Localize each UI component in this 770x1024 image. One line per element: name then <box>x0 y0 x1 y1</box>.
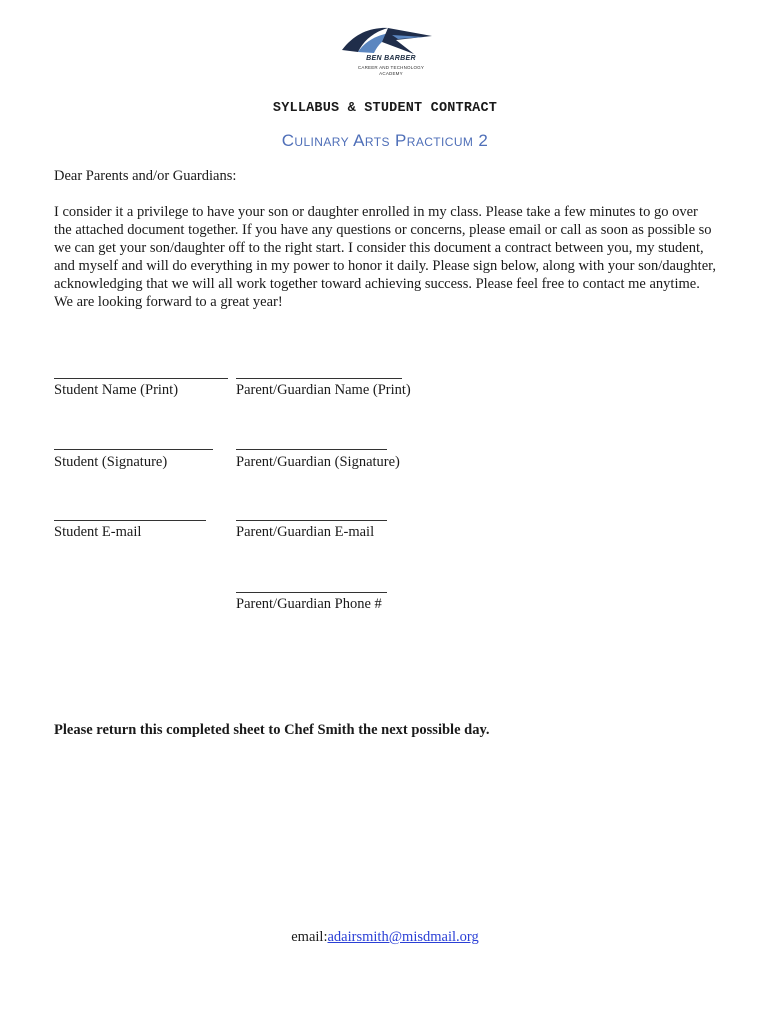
parent-signature-line[interactable] <box>236 449 387 450</box>
student-email-label: Student E-mail <box>54 524 142 540</box>
return-instruction: Please return this completed sheet to Chef Smith the next possible day. <box>54 722 490 738</box>
footer-email-link[interactable]: adairsmith@misdmail.org <box>327 929 479 945</box>
student-name-label: Student Name (Print) <box>54 382 179 398</box>
student-email-line[interactable] <box>54 520 206 521</box>
document-title: SYLLABUS & STUDENT CONTRACT <box>272 101 498 116</box>
logo-subtitle-line1: CAREER AND TECHNOLOGY <box>357 65 425 70</box>
parent-email-label: Parent/Guardian E-mail <box>236 524 375 540</box>
parent-signature-label: Parent/Guardian (Signature) <box>236 454 400 470</box>
parent-name-label: Parent/Guardian Name (Print) <box>236 382 411 398</box>
ben-barber-logo <box>336 24 436 80</box>
parent-name-line[interactable] <box>236 378 402 379</box>
student-signature-line[interactable] <box>54 449 213 450</box>
parent-phone-line[interactable] <box>236 592 387 593</box>
letter-body: I consider it a privilege to have your son or daughter enrolled in my class. Please take a few minutes to go over the attached document together. If you have any questions or concerns, please email or call as soon as possible so we can get your son/daughter off to the right start. I consider this document a contract between you, my student, and myself and will do everything in my power to honor it daily. Please sign below, along with your son/daughter, acknowledging that we will all work together toward achieving success. Please feel free to contact me anytime. We are looking forward to a great year! <box>54 204 717 310</box>
logo-subtitle-line2: ACADEMY <box>379 71 403 76</box>
footer-email-label: email: <box>291 929 328 945</box>
course-title: Culinary Arts Practicum 2 <box>281 131 489 150</box>
student-signature-label: Student (Signature) <box>54 454 168 470</box>
letter-greeting: Dear Parents and/or Guardians: <box>54 168 237 184</box>
parent-phone-label: Parent/Guardian Phone # <box>236 596 382 612</box>
logo-name: BEN BARBER <box>366 55 416 62</box>
student-name-line[interactable] <box>54 378 228 379</box>
logo-swoosh-icon <box>336 24 436 58</box>
footer-contact <box>0 929 770 946</box>
parent-email-line[interactable] <box>236 520 387 521</box>
